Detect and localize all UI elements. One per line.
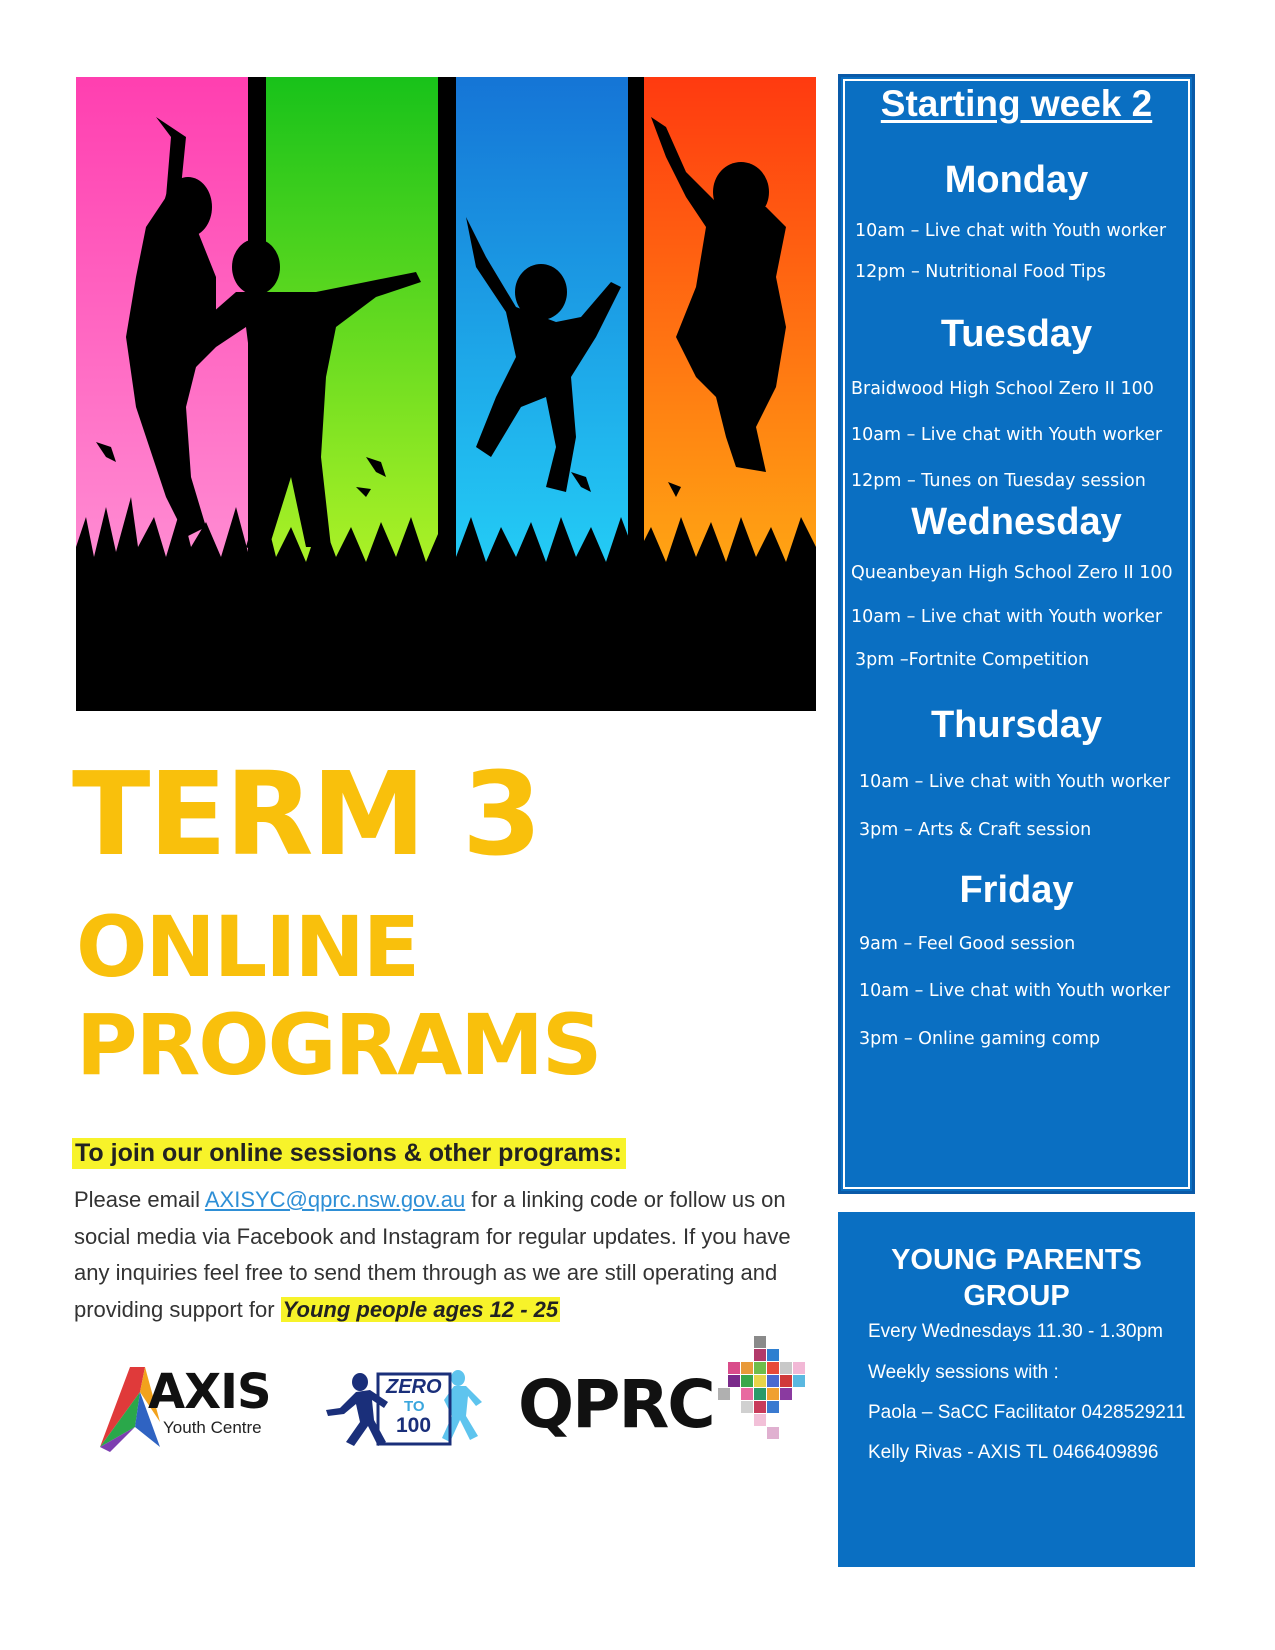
friday-item: 9am – Feel Good session: [859, 934, 1076, 954]
wednesday-item: 3pm –Fortnite Competition: [855, 650, 1090, 670]
axis-logo: [100, 1362, 280, 1462]
parents-item: Weekly sessions with :: [868, 1362, 1059, 1383]
silhouette-illustration: [76, 77, 816, 711]
schedule-title: Starting week 2: [880, 83, 1153, 124]
title-programs: PROGRAMS: [76, 996, 601, 1094]
young-parents-title: [838, 1242, 1195, 1314]
day-wednesday: Wednesday: [911, 501, 1122, 543]
thursday-item: 10am – Live chat with Youth worker: [859, 772, 1171, 792]
tuesday-item: 12pm – Tunes on Tuesday session: [851, 471, 1146, 491]
day-thursday: Thursday: [930, 704, 1103, 746]
parents-item: Paola – SaCC Facilitator 0428529211: [868, 1402, 1186, 1423]
axis-sub: Youth Centre: [163, 1418, 262, 1437]
young-parents-panel: [838, 1212, 1195, 1567]
zero-to-100-logo: [326, 1368, 486, 1452]
age-highlight: Young people ages 12 - 25: [282, 1296, 559, 1322]
title-term: TERM 3: [72, 748, 541, 882]
tuesday-item: 10am – Live chat with Youth worker: [851, 425, 1163, 445]
day-monday: Monday: [944, 159, 1089, 201]
join-text-after: for a linking code or follow us on social media via Facebook and Instagram for regular updates. If you have any inquiries feel free to send them through as we are still operating and providing support for: [74, 1187, 791, 1322]
axis-name: AXIS: [148, 1364, 271, 1420]
qprc-logo: [518, 1336, 828, 1456]
wednesday-item: Queanbeyan High School Zero II 100: [851, 563, 1173, 583]
join-heading: To join our online sessions & other programs:: [72, 1138, 626, 1169]
email-link[interactable]: AXISYC@qprc.nsw.gov.au: [204, 1187, 466, 1212]
friday-item: 10am – Live chat with Youth worker: [859, 981, 1171, 1001]
young-parents-title-line1: YOUNG PARENTS: [891, 1244, 1142, 1276]
monday-item: 10am – Live chat with Youth worker: [855, 221, 1167, 241]
zero-line2: TO: [404, 1398, 425, 1415]
thursday-item: 3pm – Arts & Craft session: [859, 820, 1092, 840]
parents-item: Every Wednesdays 11.30 - 1.30pm: [868, 1321, 1164, 1342]
zero-line1: ZERO: [386, 1376, 442, 1398]
qprc-name: QPRC: [518, 1366, 714, 1443]
day-friday: Friday: [959, 869, 1074, 911]
hero-image: [76, 77, 816, 711]
monday-item: 12pm – Nutritional Food Tips: [855, 262, 1106, 282]
schedule-panel: [838, 74, 1195, 1194]
join-body: [74, 1182, 794, 1328]
friday-item: 3pm – Online gaming comp: [859, 1029, 1101, 1049]
wednesday-item: 10am – Live chat with Youth worker: [851, 607, 1163, 627]
day-tuesday: Tuesday: [940, 313, 1093, 355]
zero-line3: 100: [396, 1414, 432, 1437]
title-online: ONLINE: [76, 898, 419, 996]
tuesday-item: Braidwood High School Zero II 100: [851, 379, 1154, 399]
join-text-before: Please email: [74, 1187, 205, 1212]
parents-item: Kelly Rivas - AXIS TL 0466409896: [868, 1442, 1159, 1463]
young-parents-title-line2: GROUP: [963, 1280, 1070, 1312]
qprc-mosaic-icon: [718, 1336, 818, 1451]
